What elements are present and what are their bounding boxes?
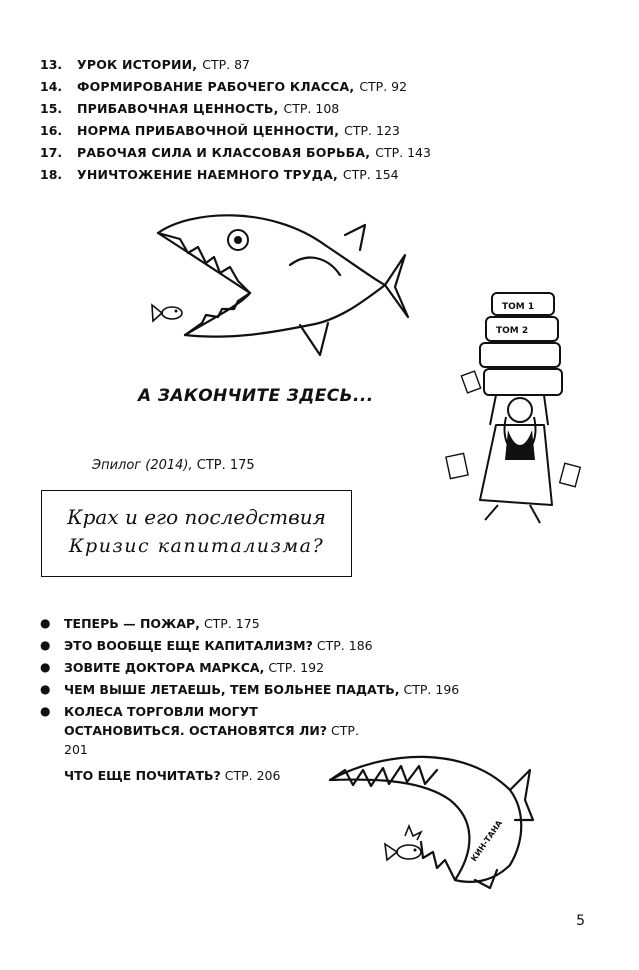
section-page: СТР. 196 <box>403 682 460 697</box>
toc-title: УНИЧТОЖЕНИЕ НАЕМНОГО ТРУДА, <box>77 167 338 182</box>
toc-item[interactable] <box>40 57 620 79</box>
toc-title: РАБОЧАЯ СИЛА И КЛАССОВАЯ БОРЬБА, <box>77 145 371 160</box>
toc-page: СТР. 87 <box>202 57 250 72</box>
list-item[interactable] <box>40 636 500 655</box>
toc-title: НОРМА ПРИБАВОЧНОЙ ЦЕННОСТИ, <box>77 123 340 138</box>
section-title: ЗОВИТЕ ДОКТОРА МАРКСА, <box>64 660 265 675</box>
section-title: ЧЕМ ВЫШЕ ЛЕТАЕШЬ, ТЕМ БОЛЬНЕЕ ПАДАТЬ, <box>64 682 400 697</box>
bullet-icon: ● <box>40 616 51 630</box>
toc-number: 17. <box>40 145 63 160</box>
toc-title: ПРИБАВОЧНАЯ ЦЕННОСТЬ, <box>77 101 279 116</box>
epilog-title: Эпилог (2014), <box>92 458 193 473</box>
section-title: ЭТО ВООБЩЕ ЕЩЕ КАПИТАЛИЗМ? <box>64 638 313 653</box>
page-number: 5 <box>576 913 585 929</box>
epilog-page: СТР. 175 <box>196 458 255 473</box>
list-item[interactable] <box>40 658 500 677</box>
marx-carrying-books-illustration <box>440 285 590 530</box>
big-fish-small-fish-illustration <box>150 205 410 360</box>
list-item[interactable] <box>40 680 500 699</box>
toc-item[interactable] <box>40 167 620 189</box>
section-title: ТЕПЕРЬ — ПОЖАР, <box>64 616 200 631</box>
section-page: СТР. 186 <box>316 638 373 653</box>
toc-number: 14. <box>40 79 63 94</box>
toc-item[interactable] <box>40 101 620 123</box>
crash-title-box <box>41 490 352 577</box>
toc-title: УРОК ИСТОРИИ, <box>77 57 198 72</box>
toc-page: СТР. 108 <box>283 101 340 116</box>
toc-number: 13. <box>40 57 63 72</box>
toc-number: 15. <box>40 101 63 116</box>
list-item[interactable] <box>40 614 500 633</box>
bullet-icon: ● <box>40 638 51 652</box>
artist-signature: КИН-ТАНА <box>469 818 505 864</box>
toc-title: ФОРМИРОВАНИЕ РАБОЧЕГО КЛАССА, <box>77 79 355 94</box>
toc-page: СТР. 154 <box>342 167 399 182</box>
crash-title: Крах и его последствия <box>67 505 326 529</box>
toc-list <box>40 57 620 189</box>
further-reading-entry[interactable] <box>64 768 280 783</box>
epilog-entry[interactable] <box>92 458 255 473</box>
bullet-icon: ● <box>40 704 51 718</box>
bullet-icon: ● <box>40 660 51 674</box>
section-page: СТР. 192 <box>268 660 325 675</box>
book-label-2: ТОМ 2 <box>496 326 529 336</box>
section-title: КОЛЕСА ТОРГОВЛИ МОГУТ ОСТАНОВИТЬСЯ. ОСТАНОВЯТСЯ ЛИ? <box>64 704 328 738</box>
crisis-subtitle: Кризис капитализма? <box>68 535 325 557</box>
bullet-icon: ● <box>40 682 51 696</box>
further-reading-page: СТР. 206 <box>224 768 281 783</box>
toc-item[interactable] <box>40 79 620 101</box>
toc-number: 16. <box>40 123 63 138</box>
further-reading-title: ЧТО ЕЩЕ ПОЧИТАТЬ? <box>64 768 221 783</box>
toc-number: 18. <box>40 167 63 182</box>
crescent-fish-illustration <box>325 740 535 890</box>
book-label-1: ТОМ 1 <box>502 302 535 312</box>
toc-item[interactable] <box>40 123 620 145</box>
section-page: СТР. 175 <box>203 616 260 631</box>
finish-heading: А ЗАКОНЧИТЕ ЗДЕСЬ... <box>138 386 374 406</box>
toc-item[interactable] <box>40 145 620 167</box>
toc-page: СТР. 92 <box>359 79 408 94</box>
toc-page: СТР. 123 <box>344 123 400 138</box>
section-page: СТР. 201 <box>64 723 359 757</box>
toc-page: СТР. 143 <box>375 145 431 160</box>
